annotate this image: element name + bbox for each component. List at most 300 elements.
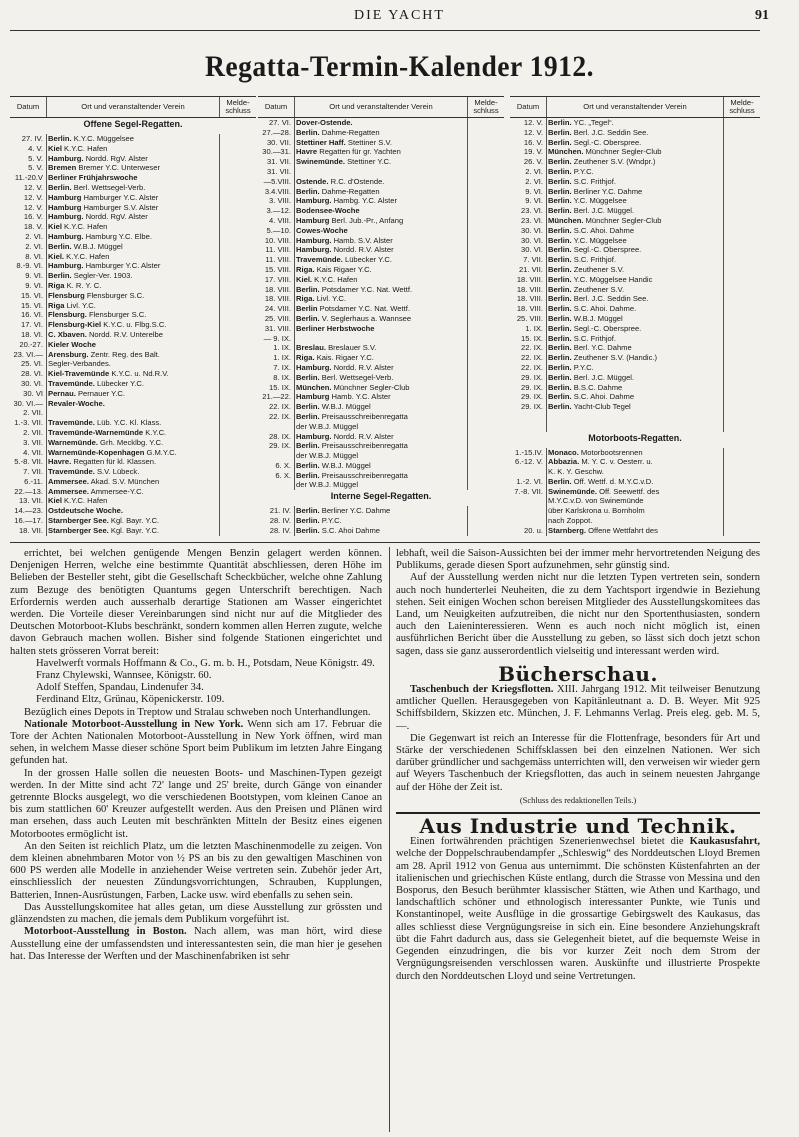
club-name: Segl.-C. Oberspree. <box>571 323 642 333</box>
club-name: Dahme-Regatten <box>319 186 380 196</box>
date-cell: 30. VI.— <box>13 398 43 408</box>
calendar-row <box>258 157 504 167</box>
meldeschluss-cell <box>220 516 257 526</box>
club-name: K.Y.C. <box>143 427 167 437</box>
venue-cell <box>47 320 220 330</box>
calendar-row <box>258 480 504 490</box>
page-header <box>0 8 799 26</box>
meldeschluss-cell <box>468 304 505 314</box>
venue-cell <box>295 402 468 412</box>
venue-name: Travemünde-Warnemünde <box>48 427 144 437</box>
venue-cell <box>295 506 468 516</box>
calendar-row <box>258 441 504 451</box>
venue-cell <box>547 294 724 304</box>
date-cell <box>258 480 295 490</box>
date-cell: —5.VIII. <box>263 176 291 186</box>
date-cell: 22. IX. <box>521 343 543 353</box>
club-name: W.B.J. Müggel <box>319 460 371 470</box>
venue-cell <box>47 526 220 536</box>
venue-name: Swinemünde. <box>548 486 597 496</box>
venue-name: Berlin. <box>548 353 572 363</box>
calendar-row <box>258 196 504 206</box>
date-cell: 15. VIII. <box>264 264 291 274</box>
venue-name: Berlin. <box>296 127 320 137</box>
venue-name: Berlin. <box>548 186 572 196</box>
venue-cell <box>547 138 724 148</box>
venue-name: Hamburg <box>48 192 82 202</box>
meldeschluss-cell <box>468 226 505 236</box>
venue-cell <box>547 363 724 373</box>
venue-name: Hamburg. <box>48 261 84 271</box>
venue-name: Flensburg-Kiel <box>48 320 102 330</box>
venue-name: Kiel. <box>296 274 313 284</box>
club-name: Berliner Y.C. Dahme <box>319 506 391 516</box>
calendar-row <box>10 232 256 242</box>
calendar-row <box>510 255 760 265</box>
calendar-row <box>510 128 760 138</box>
venue-cell <box>295 441 468 451</box>
calendar-row <box>510 392 760 402</box>
calendar-column-1 <box>10 96 256 536</box>
club-name: Flensburger S.C. <box>86 310 147 320</box>
date-cell: 31. VII. <box>266 157 291 167</box>
meldeschluss-cell <box>724 448 761 458</box>
calendar-row <box>258 206 504 216</box>
venue-name: Ammersee. <box>48 476 89 486</box>
venue-name: Berliner Frühjahrswoche <box>48 173 138 183</box>
club-name: Nordd. R.V. Alster <box>331 245 394 255</box>
venue-name: Berlin. <box>548 166 572 176</box>
venue-cell <box>295 255 468 265</box>
date-cell: 18. VII. <box>18 525 43 535</box>
date-cell: 4. V. <box>28 143 43 153</box>
venue-cell <box>47 183 220 193</box>
calendar-row <box>10 310 256 320</box>
date-cell: 30. VI. <box>521 225 543 235</box>
date-cell: 27.—28. <box>262 127 291 137</box>
venue-cell <box>47 389 220 399</box>
venue-name: Berlin. <box>296 372 320 382</box>
venue-name: Hamburg <box>296 215 330 225</box>
venue-cell <box>47 310 220 320</box>
club-name: der W.B.J. Müggel <box>296 480 359 490</box>
calendar-row <box>10 340 256 350</box>
venue-cell <box>547 392 724 402</box>
venue-cell <box>47 418 220 428</box>
date-cell: 6. X. <box>275 460 291 470</box>
calendar-row <box>510 402 760 412</box>
paragraph <box>10 902 382 926</box>
venue-cell <box>47 457 220 467</box>
venue-name: München. <box>548 215 584 225</box>
venue-cell <box>47 163 220 173</box>
date-cell: 25. VI. <box>21 359 43 369</box>
date-cell: 3.4.VIII. <box>264 186 291 196</box>
club-name: Segler-Verbandes. <box>48 359 111 369</box>
club-name: Regatten für gr. Yachten <box>317 147 401 157</box>
meldeschluss-cell <box>220 330 257 340</box>
run-in-heading: Nationale Motorboot-Ausstellung in New York. <box>24 718 244 730</box>
calendar-row <box>510 275 760 285</box>
venue-cell <box>47 496 220 506</box>
meldeschluss-cell <box>724 487 761 497</box>
column-divider <box>389 547 390 1132</box>
club-name: M.Y.C.v.D. von Swinemünde <box>548 496 644 506</box>
date-cell: 17. VI. <box>21 320 43 330</box>
venue-cell <box>295 451 468 461</box>
venue-cell <box>295 516 468 526</box>
meldeschluss-cell <box>220 467 257 477</box>
meldeschluss-cell <box>468 402 505 412</box>
venue-name: Berlin. <box>48 182 72 192</box>
meldeschluss-cell <box>220 154 257 164</box>
club-name: K.Y.C. Hafen <box>312 274 358 284</box>
club-name: der W.B.J. Müggel <box>296 421 359 431</box>
venue-cell <box>547 196 724 206</box>
calendar-row <box>10 222 256 232</box>
date-cell: 29. IX. <box>521 372 543 382</box>
calendar-row <box>258 167 504 177</box>
calendar-row <box>510 324 760 334</box>
club-name: Preisausschreibenregatta <box>319 470 408 480</box>
calendar-row <box>258 304 504 314</box>
calendar-row <box>258 392 504 402</box>
calendar-row <box>510 477 760 487</box>
meldeschluss-cell <box>724 496 761 506</box>
meldeschluss-cell <box>724 187 761 197</box>
club-name: Flensburger S.C. <box>84 290 145 300</box>
date-cell: 23. VI. <box>521 206 543 216</box>
calendar-row <box>10 428 256 438</box>
date-cell: 6.-11. <box>24 476 43 486</box>
calendar-row <box>258 516 504 526</box>
calendar-row <box>10 134 256 144</box>
calendar-row <box>10 457 256 467</box>
paragraph <box>10 768 382 841</box>
calendar-row <box>510 343 760 353</box>
meldeschluss-cell <box>220 340 257 350</box>
calendar-row <box>258 128 504 138</box>
meldeschluss-cell <box>724 392 761 402</box>
meldeschluss-cell <box>220 379 257 389</box>
meldeschluss-cell <box>724 206 761 216</box>
venue-name: Revaler-Woche. <box>48 398 105 408</box>
club-name: S.V. Lübeck. <box>94 467 140 477</box>
section-heading: Motorboots-Regatten. <box>588 432 682 443</box>
header-ort: Ort und veranstaltender Verein <box>547 97 724 118</box>
meldeschluss-cell <box>220 144 257 154</box>
venue-cell <box>47 203 220 213</box>
calendar-row <box>510 294 760 304</box>
club-name: Hamb. Y.C. Alster <box>329 392 391 402</box>
meldeschluss-cell <box>220 418 257 428</box>
meldeschluss-cell <box>724 285 761 295</box>
date-cell: 4. VII. <box>23 447 43 457</box>
venue-cell <box>547 255 724 265</box>
venue-name: Starnberger See. <box>48 525 109 535</box>
calendar-row <box>258 285 504 295</box>
meldeschluss-cell <box>220 369 257 379</box>
venue-name: Hamburg. <box>296 235 332 245</box>
venue-name: Berlin. <box>296 313 320 323</box>
venue-cell <box>295 167 468 177</box>
venue-cell <box>47 301 220 311</box>
meldeschluss-cell <box>220 408 257 418</box>
header-meldeschluss: Melde- schluss <box>468 97 505 118</box>
venue-name: Berlin. <box>296 460 320 470</box>
meldeschluss-cell <box>468 441 505 451</box>
meldeschluss-cell <box>220 193 257 203</box>
calendar-row <box>10 516 256 526</box>
date-cell: 2. VII. <box>23 408 43 418</box>
meldeschluss-cell <box>220 173 257 183</box>
calendar-header-row <box>510 97 760 118</box>
page-title: Regatta-Termin-Kalender 1912. <box>205 50 594 83</box>
meldeschluss-cell <box>220 389 257 399</box>
venue-cell <box>47 438 220 448</box>
club-name: Hamburger S.V. Alster <box>81 202 159 212</box>
paragraph-text: Franz Chylewski, Wannsee, Königstr. 60. <box>36 670 212 682</box>
meldeschluss-cell <box>468 147 505 157</box>
calendar-row <box>258 265 504 275</box>
club-name: Nordd. RgV. Alster <box>83 212 148 222</box>
venue-cell <box>547 177 724 187</box>
club-name: Off. Wettf. d. M.Y.C.v.D. <box>571 476 654 486</box>
calendar-row <box>510 487 760 497</box>
venue-name: Berlin. <box>548 313 572 323</box>
paragraph-text: Wenn sich am 17. Februar die Tore der Achten Nationalen Motorboot-Ausstellung in New York öffnen, wird man sehen, in welchem Masse dieser schöne Sport beim Publikum im letzten Jahre Eingang gefunden hat. <box>10 718 382 767</box>
club-name: P.Y.C. <box>571 362 594 372</box>
venue-cell <box>47 212 220 222</box>
date-cell: 5.—10. <box>266 225 291 235</box>
club-name: Berl. J.C. Seddin See. <box>571 127 649 137</box>
meldeschluss-cell <box>468 334 505 344</box>
venue-cell <box>295 383 468 393</box>
venue-name: Monaco. <box>548 447 579 457</box>
meldeschluss-cell <box>220 487 257 497</box>
calendar-row <box>258 363 504 373</box>
date-cell: 1. IX. <box>525 323 543 333</box>
date-cell <box>258 422 295 432</box>
venue-cell <box>295 432 468 442</box>
calendar-row <box>258 226 504 236</box>
venue-name: Havre. <box>48 457 72 467</box>
meldeschluss-cell <box>724 516 761 526</box>
meldeschluss-cell <box>468 363 505 373</box>
calendar-row <box>510 177 760 187</box>
header-ort: Ort und veranstaltender Verein <box>295 97 468 118</box>
venue-cell <box>47 359 220 369</box>
club-name: Off. Seewettf. des <box>596 486 660 496</box>
date-cell: 7. IX. <box>273 362 291 372</box>
paragraph <box>396 572 760 657</box>
venue-name: Dover-Ostende. <box>296 118 353 127</box>
venue-cell <box>547 216 724 226</box>
date-cell: 12. V. <box>23 182 43 192</box>
date-cell: 21. VII. <box>518 264 543 274</box>
venue-name: Arensburg. <box>48 349 89 359</box>
date-cell: 7.-8. VII. <box>514 486 543 496</box>
venue-cell <box>547 157 724 167</box>
calendar-column-3 <box>510 96 760 536</box>
club-name: Münchner Segler-Club <box>331 382 410 392</box>
paragraph-text: XIII. Jahrgang 1912. Mit teilweiser Benutzung amtlicher Quellen. Herausgegeben von Kapitänleutnant a. D. B. Weyer. Mit 925 Schiffsbildern, Skizzen etc. München, J. F. Lehmanns Verlag. Preis eleg. geb. M. 5,—. <box>396 684 760 732</box>
venue-name: Berlin. <box>48 241 72 251</box>
book-review-paragraph <box>396 684 760 733</box>
calendar-row <box>258 506 504 516</box>
meldeschluss-cell <box>220 526 257 536</box>
club-name: Lüb. Y.C. Kl. Klass. <box>94 418 162 428</box>
venue-name: Berlin. <box>48 134 72 143</box>
meldeschluss-cell <box>220 301 257 311</box>
meldeschluss-cell <box>468 516 505 526</box>
date-cell: 18. VIII. <box>516 294 543 304</box>
venue-name: Stettiner Haff. <box>296 137 346 147</box>
run-in-heading: Motorboot-Ausstellung in Boston. <box>24 926 187 938</box>
meldeschluss-cell <box>724 147 761 157</box>
venue-cell <box>295 245 468 255</box>
venue-cell <box>295 304 468 314</box>
date-cell: 16. V. <box>23 212 43 222</box>
meldeschluss-cell <box>468 343 505 353</box>
date-cell <box>510 422 547 432</box>
club-name: S.C. Frithjof. <box>571 333 616 343</box>
date-cell: 8. IX. <box>273 372 291 382</box>
paragraph-text: Nach allem, was man hört, wird diese Ausstellung eine der umfassendsten und interessantesten sein, die man hier je gesehen hat. Das Interesse der Werften und der Maschinenfabriken ist sehr <box>10 926 382 962</box>
paragraph <box>10 682 382 694</box>
meldeschluss-cell <box>468 245 505 255</box>
calendar-row <box>10 271 256 281</box>
calendar-row <box>510 196 760 206</box>
venue-cell <box>547 448 724 458</box>
paragraph-text: Das Ausstellungskomitee hat alles getan, um diese Ausstellung zur grössten und glänzendsten zu machen, die jemals dem Publikum vorgeführt ist. <box>10 901 382 926</box>
calendar-row <box>510 383 760 393</box>
venue-cell <box>47 144 220 154</box>
venue-name: Berlin. <box>548 264 572 274</box>
venue-cell <box>295 128 468 138</box>
calendar-row <box>10 252 256 262</box>
paragraph <box>10 658 382 670</box>
venue-name: Berlin. <box>296 441 320 451</box>
venue-cell <box>547 304 724 314</box>
date-cell: 3. VIII. <box>269 196 291 206</box>
club-name: Münchner Segler-Club <box>583 215 662 225</box>
meldeschluss-cell <box>724 373 761 383</box>
section-heading: Interne Segel-Regatten. <box>330 491 432 502</box>
venue-name: Hamburg. <box>48 231 84 241</box>
venue-cell <box>547 118 724 128</box>
meldeschluss-cell <box>220 310 257 320</box>
date-cell: 21. IV. <box>269 506 291 516</box>
calendar-row <box>510 216 760 226</box>
venue-cell <box>47 379 220 389</box>
paragraph <box>10 670 382 682</box>
venue-cell <box>47 261 220 271</box>
venue-cell <box>47 477 220 487</box>
club-name: K.Y.C. Hafen <box>64 251 110 261</box>
club-name: S.C. Frithjof. <box>571 176 616 186</box>
venue-cell <box>47 291 220 301</box>
meldeschluss-cell <box>468 480 505 490</box>
venue-cell <box>295 363 468 373</box>
venue-cell <box>547 353 724 363</box>
calendar-row <box>10 526 256 536</box>
venue-cell <box>547 467 724 477</box>
venue-name: Ostende. <box>296 176 329 186</box>
meldeschluss-cell <box>724 334 761 344</box>
venue-cell <box>295 236 468 246</box>
meldeschluss-cell <box>724 275 761 285</box>
calendar-row <box>10 350 256 360</box>
calendar-row <box>258 216 504 226</box>
venue-name: Berlin. <box>548 333 572 343</box>
section-heading-row <box>258 490 504 506</box>
calendar-row <box>258 275 504 285</box>
date-cell: 28. IV. <box>269 516 291 526</box>
date-cell: 12. V. <box>523 127 543 137</box>
venue-name: Berlin. <box>548 392 572 402</box>
club-name: Breslauer S.V. <box>325 343 377 353</box>
club-name: S.C. Ahoi. Dahme <box>571 225 635 235</box>
meldeschluss-cell <box>220 242 257 252</box>
article-left-column <box>10 548 382 1133</box>
paragraph <box>10 841 382 902</box>
date-cell: 12. V. <box>23 202 43 212</box>
venue-cell <box>47 369 220 379</box>
venue-cell <box>295 412 468 422</box>
venue-cell <box>47 271 220 281</box>
club-name: Berl. J.C. Seddin See. <box>571 294 649 304</box>
paragraph-text: Einen fortwährenden prächtigen Szenerienwechsel bietet die <box>410 836 690 848</box>
date-cell: 29. IX. <box>521 392 543 402</box>
venue-cell <box>47 330 220 340</box>
venue-cell <box>47 134 220 144</box>
club-name: S.C. Frithjof. <box>571 255 616 265</box>
venue-cell <box>547 526 724 536</box>
calendar-row <box>510 467 760 477</box>
club-name: K.Y.C. u. Flbg.S.C. <box>101 320 167 330</box>
venue-name: Berlin. <box>296 402 320 412</box>
calendar-row <box>510 187 760 197</box>
venue-cell <box>295 324 468 334</box>
club-name: Berl. Wettsegel-Verb. <box>71 182 146 192</box>
calendar-row <box>258 147 504 157</box>
date-cell: 30. VI <box>23 388 43 398</box>
paragraph-text: Auf der Ausstellung werden nicht nur die letzten Typen vertreten sein, sondern auch noch hunderterlei Neuheiten, die zu dem Yachtsport irgendwie in Beziehung stehen. Seit einigen Wochen schon bereisen Mitglieder des Ausstellungskomitees das Land, um Neuigkeiten aufzutreiben, die nicht nur den Sportenthusiasten, sondern auch den Laieninteressieren. Wenn es auch noch nicht möglich ist, einen ausführlichen Bericht über die Ausstellung zu geben, so lässt sich doch jetzt schon sagen, dass sie ganz ausserordentlich vielseitig und interessant werden wird. <box>396 572 760 657</box>
calendar-row <box>510 496 760 506</box>
meldeschluss-cell <box>724 304 761 314</box>
calendar-row <box>10 438 256 448</box>
club-name: Akad. S.V. München <box>88 476 160 486</box>
meldeschluss-cell <box>220 163 257 173</box>
calendar-row <box>258 324 504 334</box>
paragraph <box>10 548 382 658</box>
date-cell: 11.-20.V <box>14 173 43 183</box>
venue-cell <box>547 343 724 353</box>
calendar-row <box>510 118 760 128</box>
club-name: über Karlskrona u. Bornholm <box>548 506 645 516</box>
venue-name: Berlin. <box>548 323 572 333</box>
venue-cell <box>47 516 220 526</box>
meldeschluss-cell <box>724 226 761 236</box>
calendar-row <box>10 330 256 340</box>
date-cell: 2. VI. <box>25 241 43 251</box>
date-cell: 18. VIII. <box>516 304 543 314</box>
meldeschluss-cell <box>468 471 505 481</box>
meldeschluss-cell <box>468 196 505 206</box>
meldeschluss-cell <box>468 353 505 363</box>
meldeschluss-cell <box>724 314 761 324</box>
